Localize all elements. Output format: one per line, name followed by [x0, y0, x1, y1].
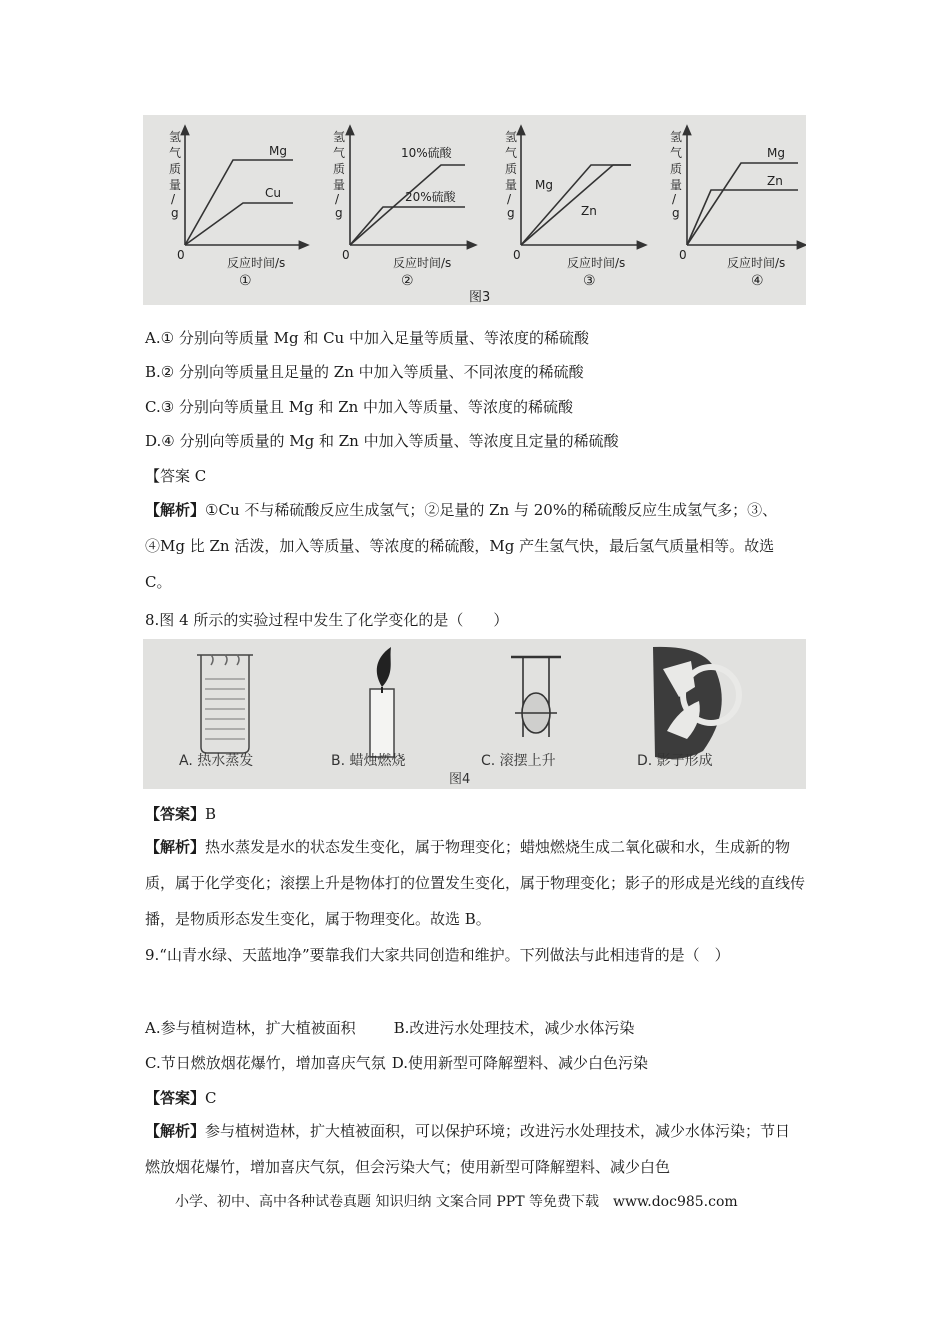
figure4-caption-a: A. 热水蒸发: [179, 753, 254, 769]
chart2-x-label: 反应时间/s: [393, 256, 452, 270]
chart2-10pct-label: 10%硫酸: [401, 146, 452, 160]
q9-answer-value: C: [205, 1089, 217, 1107]
q8-answer: [145, 804, 216, 824]
chart2-y-label-6: g: [335, 206, 343, 220]
q8-analysis-tag: 【解析】: [145, 838, 206, 856]
chart3-number: ③: [583, 273, 596, 289]
chart3-y-label-4: 量: [505, 178, 518, 192]
chart3-mg-line: [521, 165, 631, 245]
q9-option-a: A.参与植树造林，扩大植被面积: [145, 1019, 356, 1037]
chart4-y-label-1: 氢: [670, 130, 683, 144]
chart1-y-label-5: /: [171, 192, 176, 206]
page-footer: 小学、初中、高中各种试卷真题 知识归纳 文案合同 PPT 等免费下载 www.doc985.com: [175, 1194, 738, 1210]
chart1-y-label-6: g: [171, 206, 179, 220]
chart4-y-label-3: 质: [670, 162, 683, 176]
q9-option-c: C.节日燃放烟花爆竹，增加喜庆气氛: [145, 1054, 386, 1072]
figure-3-title: 图3: [469, 290, 491, 305]
chart1-y-label-1: 氢: [169, 130, 182, 144]
chart4-y-label-5: /: [672, 192, 677, 206]
chart1-mg-label: Mg: [269, 144, 287, 158]
q9-option-b: B.改进污水处理技术，减少水体污染: [393, 1019, 635, 1037]
chart3-y-label-5: /: [507, 192, 512, 206]
figure-3: [143, 115, 806, 305]
chart2-y-label-3: 质: [333, 162, 346, 176]
maxwell-wheel-icon: [511, 657, 561, 737]
chart4-y-label-6: g: [672, 206, 680, 220]
chart2-y-label-1: 氢: [333, 130, 346, 144]
q8-answer-tag: 【答案】: [145, 805, 206, 823]
q8-analysis-text: 热水蒸发是水的状态发生变化，属于物理变化；蜡烛燃烧生成二氧化碳和水，生成新的物质，属于化学变化；滚摆上升是物体打的位置发生变化，属于物理变化；影子的形成是光线的直线传播，是物质形态发生变化，属于物理变化。故选 B。: [145, 838, 806, 928]
q9-answer: [145, 1088, 217, 1108]
chart2-y-label-2: 气: [333, 146, 346, 160]
figure4-caption-b: B. 蜡烛燃烧: [331, 753, 406, 769]
q8-question: 8.图 4 所示的实验过程中发生了化学变化的是（ ）: [145, 611, 509, 629]
chart4-mg-label: Mg: [767, 146, 785, 160]
chart4-y-label-2: 气: [670, 146, 683, 160]
chart3-y-label-6: g: [507, 206, 515, 220]
chart1-x-label: 反应时间/s: [227, 256, 286, 270]
q9-options-row-2: [145, 1053, 648, 1073]
q9-analysis: [145, 1113, 805, 1185]
chart3-zn-line: [521, 165, 631, 245]
chart3-zn-label: Zn: [581, 204, 597, 218]
chart1-number: ①: [239, 273, 252, 289]
chart3-y-label-3: 质: [505, 162, 518, 176]
chart4-origin: 0: [679, 248, 687, 262]
chart3-y-label-1: 氢: [505, 130, 518, 144]
shadow-icon: [653, 647, 739, 759]
chart2-y-label-5: /: [335, 192, 340, 206]
beaker-icon: [197, 655, 253, 753]
chart2-y-label-4: 量: [333, 178, 346, 192]
chart3-origin: 0: [513, 248, 521, 262]
chart1-y-label-3: 质: [169, 162, 182, 176]
chart4-zn-label: Zn: [767, 174, 783, 188]
chart1-y-label-2: 气: [169, 146, 182, 160]
chart2-origin: 0: [342, 248, 350, 262]
chart3-mg-label: Mg: [535, 178, 553, 192]
figure-4: [143, 639, 806, 789]
chart2-10pct-line: [350, 165, 465, 245]
figure-3-graphs: [143, 115, 806, 305]
q9-answer-tag: 【答案】: [145, 1089, 206, 1107]
q7-option-a: A.① 分别向等质量 Mg 和 Cu 中加入足量等质量、等浓度的稀硫酸: [145, 329, 589, 347]
candle-icon: [370, 647, 394, 757]
q8-answer-value: B: [205, 805, 217, 823]
figure-4-illustrations: [143, 639, 806, 789]
chart2-number: ②: [401, 273, 414, 289]
q9-analysis-text: 参与植树造林，扩大植被面积，可以保护环境；改进污水处理技术，减少水体污染；节日燃放烟花爆竹，增加喜庆气氛，但会污染大气；使用新型可降解塑料、减少白色: [145, 1122, 791, 1176]
figure-4-title: 图4: [449, 772, 471, 787]
chart4-number: ④: [751, 273, 764, 289]
chart1-cu-line: [185, 203, 293, 245]
chart1-y-label-4: 量: [169, 178, 182, 192]
q7-option-c: C.③ 分别向等质量且 Mg 和 Zn 中加入等质量、等浓度的稀硫酸: [145, 398, 574, 416]
q9-question: 9.“山青水绿、天蓝地净”要靠我们大家共同创造和维护。下列做法与此相违背的是（ ）: [145, 946, 730, 964]
chart3-x-label: 反应时间/s: [567, 256, 626, 270]
chart2-20pct-label: 20%硫酸: [405, 190, 456, 204]
q7-option-d: D.④ 分别向等质量的 Mg 和 Zn 中加入等质量、等浓度且定量的稀硫酸: [145, 432, 619, 450]
q7-analysis-tag: 【解析】: [145, 501, 206, 519]
chart4-y-label-4: 量: [670, 178, 683, 192]
chart3-y-label-2: 气: [505, 146, 518, 160]
chart4-x-label: 反应时间/s: [727, 256, 786, 270]
chart1-origin: 0: [177, 248, 185, 262]
q7-answer: 【答案 C: [145, 467, 207, 485]
chart4-mg-line: [687, 190, 798, 245]
figure4-caption-c: C. 滚摆上升: [481, 753, 556, 769]
q9-option-d: D.使用新型可降解塑料、减少白色污染: [391, 1054, 648, 1072]
chart1-cu-label: Cu: [265, 186, 281, 200]
q7-analysis-text: ①Cu 不与稀硫酸反应生成氢气；②足量的 Zn 与 20%的稀硫酸反应生成氢气多；③、④Mg 比 Zn 活泼，加入等质量、等浓度的稀硫酸，Mg 产生氢气快，最后氢气质量相等。故选 C。: [145, 501, 778, 591]
figure4-caption-d: D. 影子形成: [637, 753, 713, 769]
q8-analysis: [145, 829, 805, 937]
chart2-20pct-line: [350, 207, 465, 245]
q9-analysis-tag: 【解析】: [145, 1122, 206, 1140]
q7-option-b: B.② 分别向等质量且足量的 Zn 中加入等质量、不同浓度的稀硫酸: [145, 363, 584, 381]
q7-analysis: [145, 492, 805, 600]
q9-options-row-1: [145, 1018, 634, 1038]
